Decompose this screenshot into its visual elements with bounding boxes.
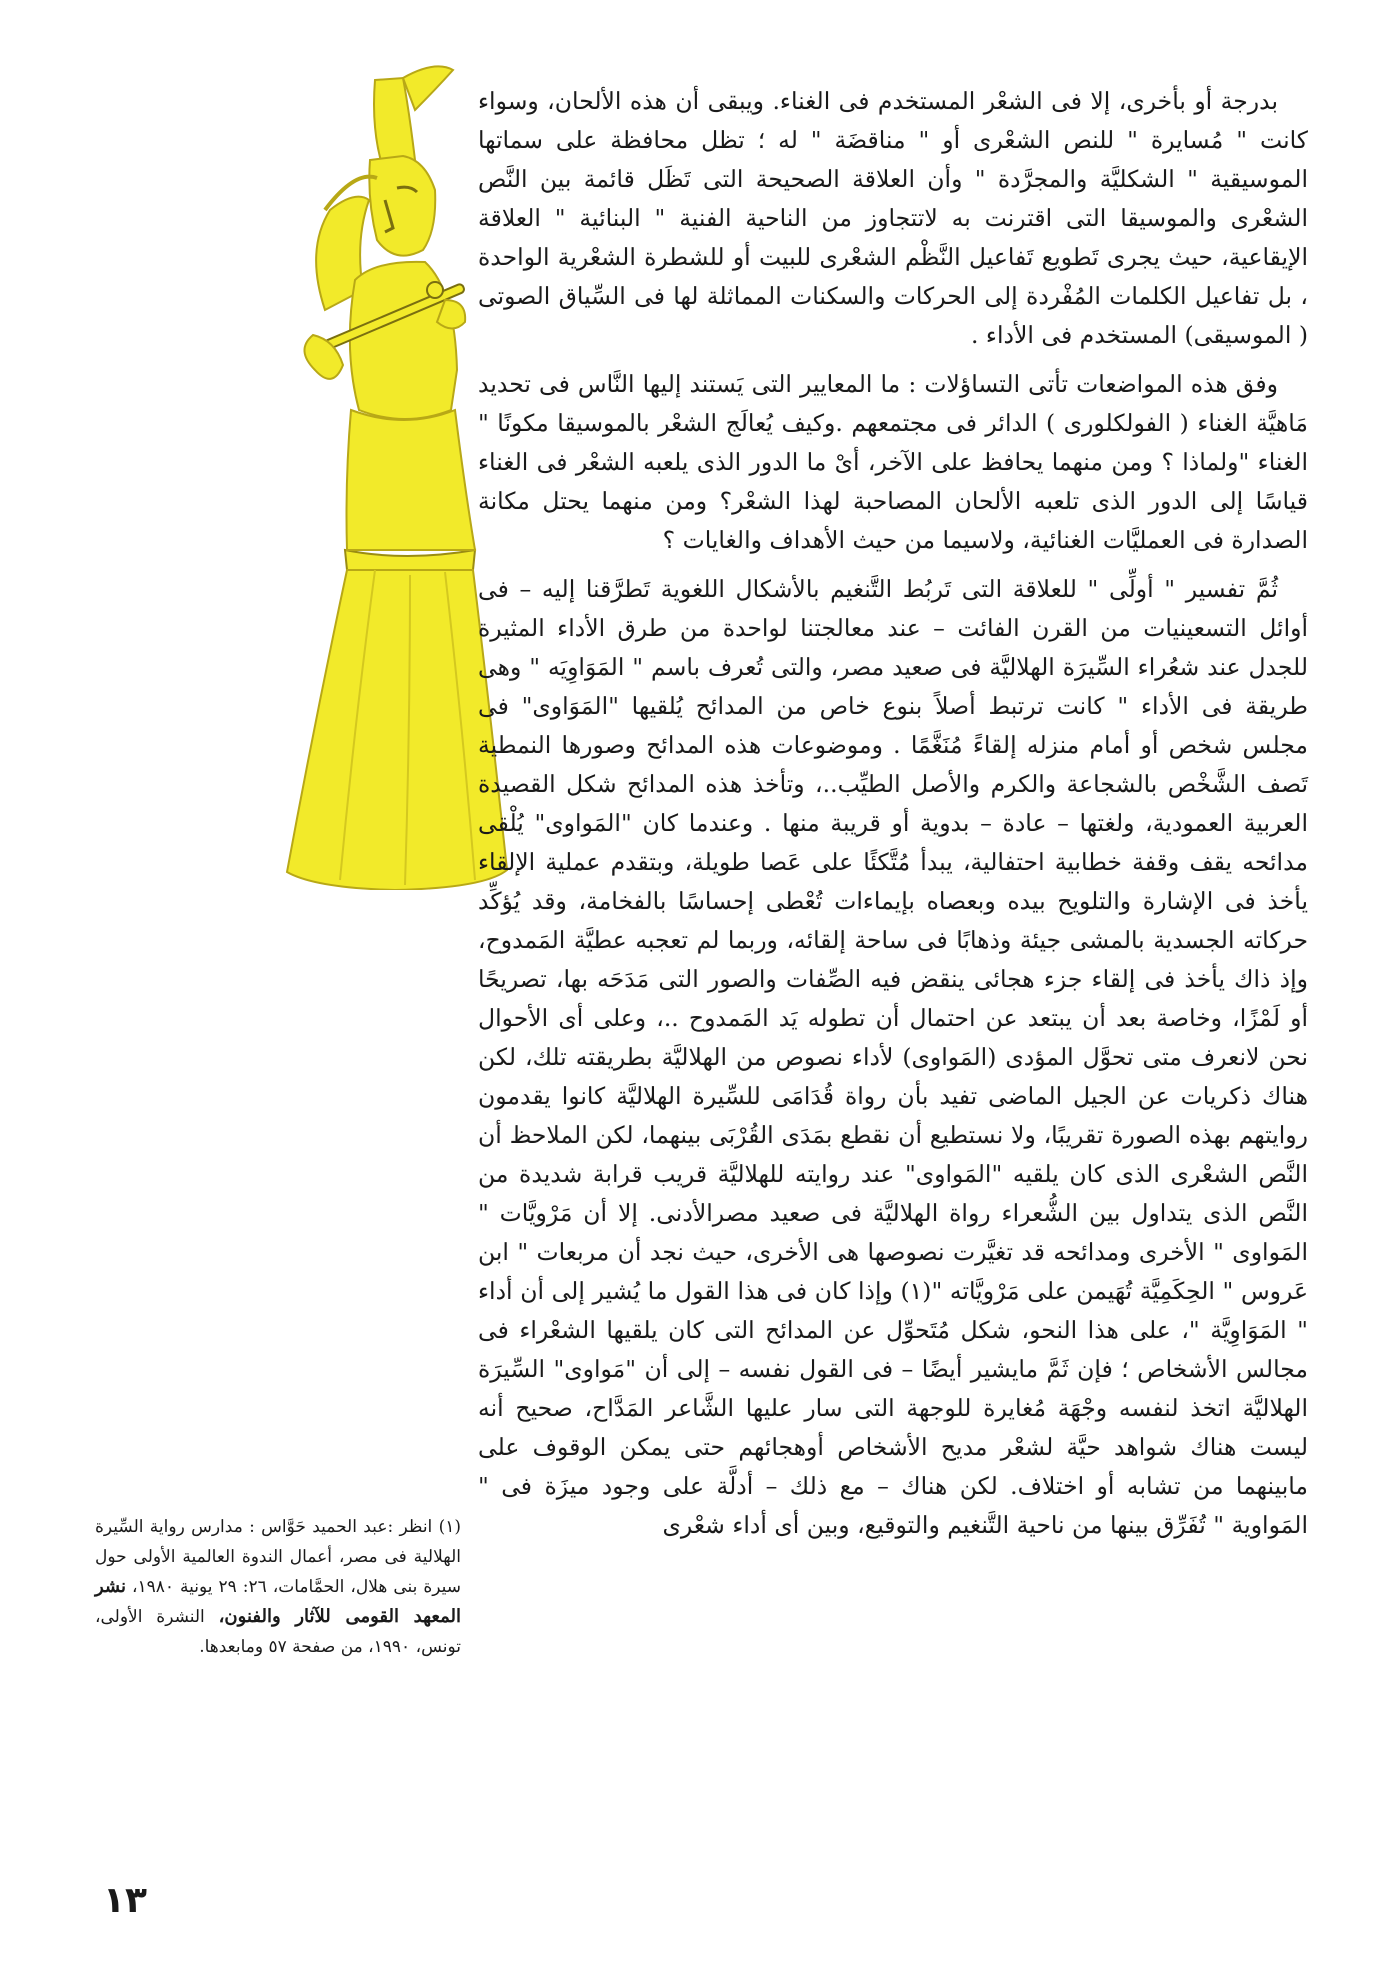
footnote-text: (١) انظر :عبد الحميد حَوَّاس : مدارس رواية السِّيرة الهلالية فى مصر، أعمال الندوة العالمية الأولى حول سيرة بنى هلال، الحمَّامات، ٢٦: ٢٩ يونية ١٩٨٠، [95, 1517, 461, 1597]
paragraph-1: بدرجة أو بأخرى، إلا فى الشعْر المستخدم فى الغناء. ويبقى أن هذه الألحان، وسواء كانت " مُسايرة " للنص الشعْرى أو " مناقضَة " له ؛ تظل محافظة على سماتها الموسيقية " الشكليَّة والمجرَّدة " وأن العلاقة الصحيحة التى تَظَل قائمة بين النَّص الشعْرى والموسيقا التى اقترنت به لاتتجاوز من الناحية الفنية " البنائية " العلاقة الإيقاعية، حيث يجرى تَطويع تَفاعيل النَّظْم الشعْرى للبيت أو للشطرة الشعْرية الواحدة ، بل تفاعيل الكلمات المُفْردة إلى الحركات والسكنات المماثلة لها فى السِّياق الصوتى ( الموسيقى) المستخدم فى الأداء . [478, 87, 1308, 349]
performer-with-flute-drawing [285, 50, 510, 890]
footnote-publisher: نشر المعهد القومى للآثار والفنون، [95, 1576, 462, 1627]
page-number: ١٣ [103, 1880, 147, 1921]
paragraph-2: وفق هذه المواضعات تأتى التساؤلات : ما المعايير التى يَستند إليها النَّاس فى تحديد مَاهيَّة الغناء ( الفولكلورى ) الدائر فى مجتمعهم .وكيف يُعالَج الشعْر بالموسيقا مكونًا " الغناء "ولماذا ؟ ومن منهما يحافظ على الآخر، أىْ ما الدور الذى يلعبه الشعْر فى الغناء قياسًا إلى الدور الذى تلعبه الألحان المصاحبة لهذا الشعْر؟ ومن منهما يحتل مكانة الصدارة فى العمليَّات الغنائية، ولاسيما من حيث الأهداف والغايات ؟ [478, 370, 1308, 554]
yellow-figure-illustration [285, 50, 510, 890]
footnote [95, 1512, 461, 1662]
article-body [478, 82, 1308, 1555]
paragraph-3: ثُمَّ تفسير " أولِّى " للعلاقة التى تَربُط التَّنغيم بالأشكال اللغوية تَطرَّقنا إليه – فى أوائل التسعينيات من القرن الفائت – عند معالجتنا لواحدة من طرق الأداء المثيرة للجدل عند شعُراء السِّيرَة الهلاليَّة فى صعيد مصر، والتى تُعرف باسم " المَوَاوِيَه " وهى طريقة فى الأداء " كانت ترتبط أصلاً بنوع خاص من المدائح يُلقيها "المَوَاوى" فى مجلس شخص أو أمام منزله إلقاءً مُنَغَّمًا . وموضوعات هذه المدائح وصورها النمطية تَصف الشَّخْص بالشجاعة والكرم والأصل الطيِّب..، وتأخذ هذه المدائح شكل القصيدة العربية العمودية، ولغتها – عادة – بدوية أو قريبة منها . وعندما كان "المَواوى" يُلْقى مدائحه يقف وقفة خطابية احتفالية، يبدأ مُتَّكئًا على عَصا طويلة، وبتقدم عملية الإلقاء يأخذ فى الإشارة والتلويح بيده وبعصاه بإيماءات تُعْطى إحساسًا بالفخامة، وقد يُؤكِّد حركاته الجسدية بالمشى جيئة وذهابًا فى ساحة إلقائه، وربما لم تعجبه عطيَّة المَمدوح، وإذ ذاك يأخذ فى إلقاء جزء هجائى ينقض فيه الصِّفات والصور التى مَدَحَه بها، تصريحًا أو لَمْزًا، وخاصة بعد أن يبتعد عن احتمال أن تطوله يَد المَمدوح ..، وعلى أى الأحوال نحن لانعرف متى تحوَّل المؤدى (المَواوى) لأداء نصوص من الهلاليَّة بطريقته تلك، لكن هناك ذكريات عن الجيل الماضى تفيد بأن رواة قُدَامَى للسِّيرة الهلاليَّة كانوا يقدمون روايتهم بهذه الصورة تقريبًا، ولا نستطيع أن نقطع بمَدَى القُرْبَى بينهما، لكن الملاحظ أن النَّص الشعْرى الذى كان يلقيه "المَواوى" عند روايته للهلاليَّة قريب قرابة شديدة من النَّص الذى يتداول بين الشُّعراء رواة الهلاليَّة فى صعيد مصرالأدنى. إلا أن مَرْويَّات " المَواوى " الأخرى ومدائحه قد تغيَّرت نصوصها هى الأخرى، حيث نجد أن مربعات " ابن عَروس " الحِكَمِيَّة تُهَيمن على مَرْويَّاته "(١) وإذا كان فى هذا القول ما يُشير إلى أن أداء " المَوَاوِيَّة "، على هذا النحو، شكل مُتَحوِّل عن المدائح التى كان يلقيها الشعْراء فى مجالس الأشخاص ؛ فإن ثَمَّ مايشير أيضًا – فى القول نفسه – إلى أن "مَواوى" السِّيرَة الهلاليَّة اتخذ لنفسه وجْهَة مُغايرة للوجهة التى سار عليها الشَّاعر المَدَّاح، صحيح أنه ليست هناك شواهد حيَّة لشعْر مديح الأشخاص أوهجائهم حتى يمكن الوقوف على مابينهما من تشابه أو اختلاف. لكن هناك – مع ذلك – أدلَّة على وجود ميزَة فى " المَواوية " تُفَرِّق بينها من ناحية التَّنغيم والتوقيع، وبين أى أداء شعْرى [478, 575, 1308, 1539]
footnote-details: النشرة الأولى، تونس، ١٩٩٠، من صفحة ٥٧ ومابعدها. [95, 1607, 461, 1657]
